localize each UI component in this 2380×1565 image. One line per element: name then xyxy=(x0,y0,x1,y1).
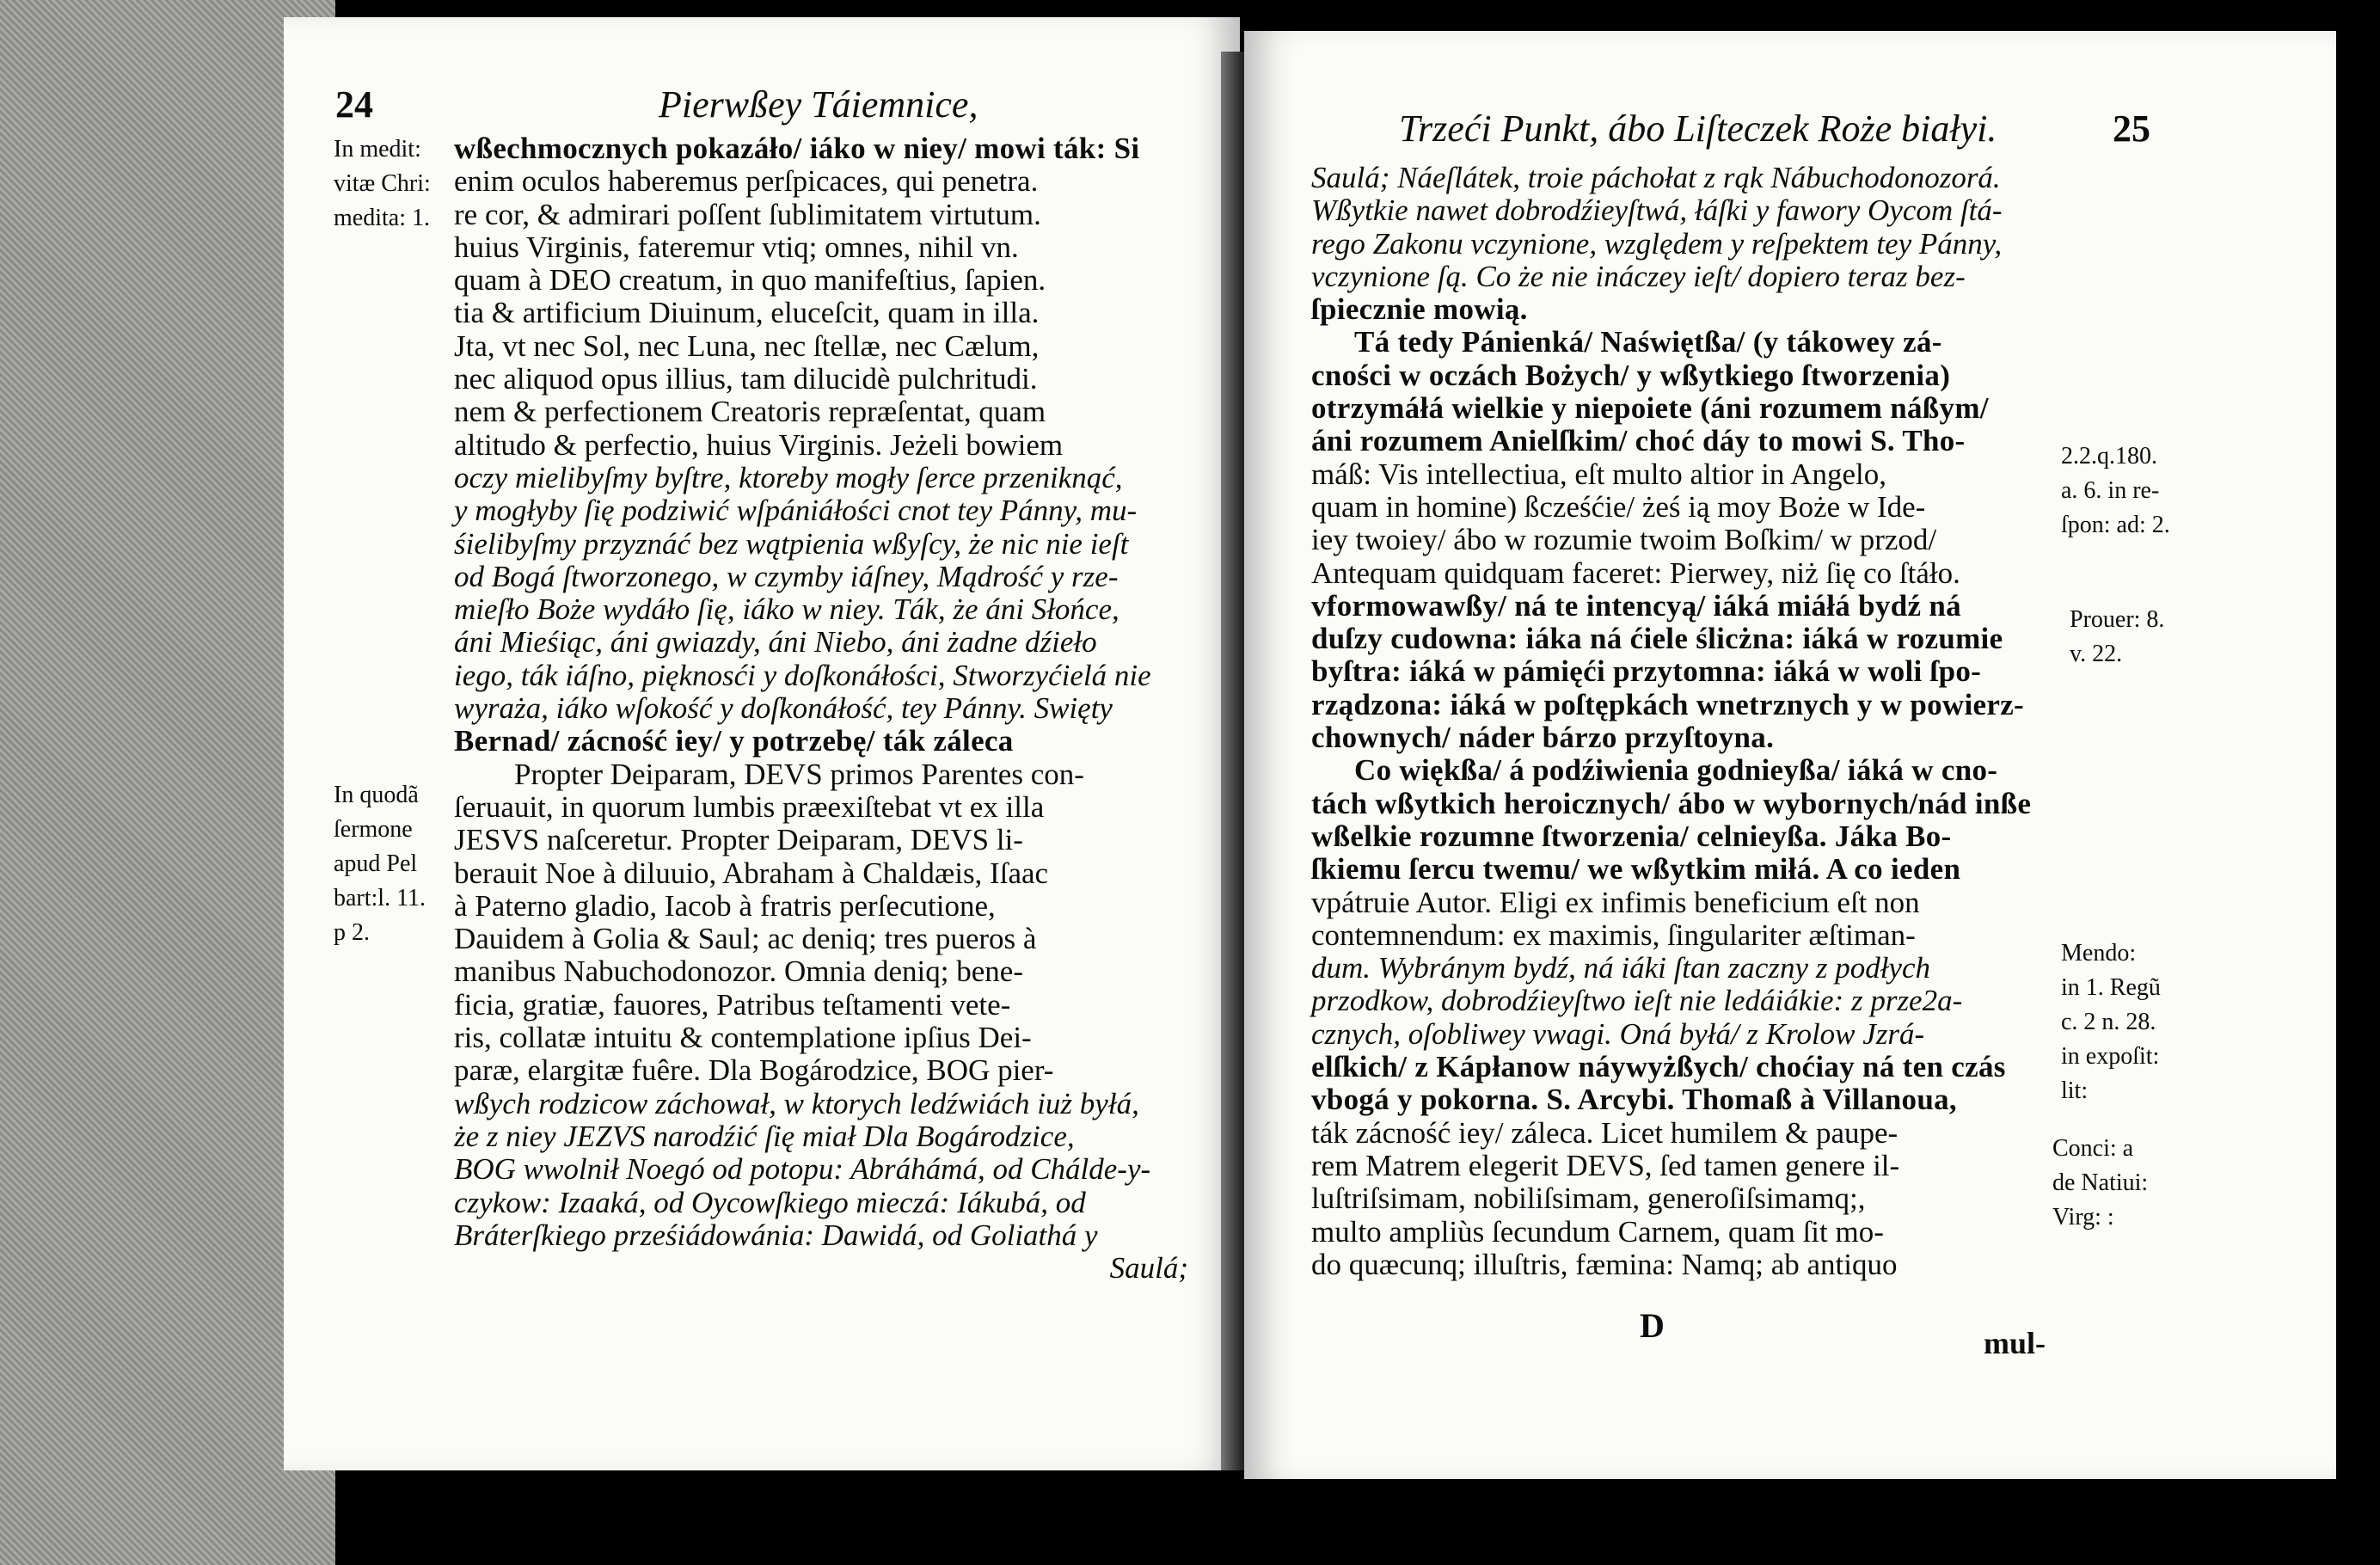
text-line: ficia, gratiæ, fauores, Patribus teſtamenti vete- xyxy=(454,987,1011,1022)
right-body-text xyxy=(1311,162,2042,1281)
left-body-text xyxy=(454,132,1214,1285)
text-line: iego, ták iáſno, pięknosći y doſkonáłości, Stworzyćielá nie xyxy=(454,658,1151,692)
page-number-right: 25 xyxy=(2113,107,2150,150)
text-line: Tá tedy Pánienká/ Naświętßa/ (y tákowey zá- xyxy=(1354,325,1942,359)
text-line: enim oculos haberemus perſpicaces, qui penetra. xyxy=(454,164,1039,199)
text-line: wßych rodzicow záchował, w ktorych ledźwiách iuż byłá, xyxy=(454,1086,1139,1120)
text-line: ſpiecznie mowią. xyxy=(1311,292,1528,327)
text-line: Wßytkie nawet dobrodźieyſtwá, łáſki y fawory Oycom ſtá- xyxy=(1311,193,2003,228)
text-line: luſtriſsimam, nobiliſsimam, generoſiſsimamq;, xyxy=(1311,1181,1866,1216)
text-line: mieſło Boże wydáło ſię, iáko w niey. Ták, że áni Słońce, xyxy=(454,592,1119,627)
text-line: nem & perfectionem Creatoris repræſentat, quam xyxy=(454,395,1046,429)
margin-note: In quodã ſermone apud Pel bart:l. 11. p 2. xyxy=(334,782,426,946)
text-line: przodkow, dobrodźieyſtwo ieſt nie ledáiákie: z prze2a- xyxy=(1311,984,1963,1018)
text-line: rego Zakonu vczynione, względem y reſpektem tey Pánny, xyxy=(1311,226,2003,261)
text-line: BOG wwolnił Noegó od potopu: Abráhámá, od Chálde-y- xyxy=(454,1152,1151,1187)
text-line: máß: Vis intellectiua, eſt multo altior in Angelo, xyxy=(1311,457,1886,491)
text-line: iey twoiey/ ábo w rozumie twoim Boſkim/ w przod/ xyxy=(1311,523,1937,557)
text-line: że z niey JEZVS narodźić ſię miał Dla Bogárodzice, xyxy=(454,1119,1075,1153)
text-line: elſkich/ z Kápłanow náywyżßych/ choćiay ná ten czás xyxy=(1311,1050,2006,1084)
text-line: czykow: Izaaká, od Oycowſkiego mieczá: Iákubá, od xyxy=(454,1185,1086,1219)
right-page xyxy=(1244,31,2336,1479)
text-line: Saulá; xyxy=(1109,1251,1188,1286)
text-line: Bráterſkiego prześiádowánia: Dawidá, od Goliathá y xyxy=(454,1218,1098,1252)
text-line: wßelkie rozumne ſtworzenia/ celnieyßa. Jáka Bo- xyxy=(1311,819,1952,853)
text-line: áni rozumem Anielſkim/ choć dáy to mowi S. Tho- xyxy=(1311,424,1966,458)
text-line: wyraża, iáko wſokość y doſkonáłość, tey Pánny. Swięty xyxy=(454,691,1113,726)
text-line: ris, collatæ intuitu & contemplatione ipſius Dei- xyxy=(454,1021,1032,1055)
margin-note: Prouer: 8. v. 22. xyxy=(2070,606,2165,667)
text-line: rządzona: iáká w poſtępkách wnetrznych y w powierz- xyxy=(1311,687,2024,721)
text-line: y mogłyby ſię podziwić wſpániáłości cnot tey Pánny, mu- xyxy=(454,494,1138,528)
text-line: wßechmocznych pokazáło/ iáko w niey/ mowi ták: Si xyxy=(454,132,1140,165)
text-line: manibus Nabuchodonozor. Omnia deniq; bene- xyxy=(454,954,1023,989)
text-line: ſeruauit, in quorum lumbis præexiſtebat vt ex illa xyxy=(454,789,1045,824)
text-line: śielibyſmy przyznáć bez wątpienia wßyſcy, że nic nie ieſt xyxy=(454,526,1129,561)
text-line: paræ, elargitæ fuêre. Dla Bogárodzice, BOG pier- xyxy=(454,1053,1054,1088)
text-line: cności w oczách Bożych/ y wßytkiego ſtworzenia) xyxy=(1311,358,1951,392)
text-line: Co więkßa/ á podźiwienia godnieyßa/ iáká w cno- xyxy=(1354,753,1998,788)
left-page xyxy=(284,17,1240,1470)
text-line: oczy mielibyſmy byſtre, ktoreby mogły ſerce przeniknąć, xyxy=(454,460,1123,494)
text-line: contemnendum: ex maximis, ſingulariter æſtiman- xyxy=(1311,918,1916,952)
text-line: dum. Wybránym bydź, ná iáki ſtan zaczny z podłych xyxy=(1311,951,1930,985)
text-line: huius Virginis, fateremur vtiq; omnes, nihil vn. xyxy=(454,230,1019,264)
text-line: duſzy cudowna: iáka ná ćiele ślicżna: iáká w rozumie xyxy=(1311,622,2003,656)
running-head-right: Trzeći Punkt, ábo Liſteczek Roże białyi. xyxy=(1399,107,1997,150)
text-line: áni Mieśiąc, áni gwiazdy, áni Niebo, áni żadne dźieło xyxy=(454,625,1097,660)
text-line: nec aliquod opus illius, tam dilucidè pulchritudi. xyxy=(454,362,1038,396)
text-line: rem Matrem elegerit DEVS, ſed tamen genere il- xyxy=(1311,1148,1900,1182)
text-line: berauit Noe à diluuio, Abraham à Chaldæis, Iſaac xyxy=(454,856,1049,890)
text-line: altitudo & perfectio, huius Virginis. Jeżeli bowiem xyxy=(454,427,1064,462)
text-line: JESVS naſceretur. Propter Deiparam, DEVS li- xyxy=(454,823,1023,857)
text-line: Saulá; Náeſlátek, troie páchołat z rąk Nábuchodonozorá. xyxy=(1311,161,2001,194)
text-line: otrzymáłá wielkie y niepoiete (áni rozumem náßym/ xyxy=(1311,391,1989,426)
margin-note: Conci: a de Natiui: Virg: : xyxy=(2052,1135,2149,1231)
text-line: Bernad/ zácność iey/ y potrzebę/ ták záleca xyxy=(454,724,1014,758)
text-line: re cor, & admirari poſſent ſublimitatem virtutum. xyxy=(454,197,1041,231)
text-line: multo ampliùs ſecundum Carnem, quam ſit mo- xyxy=(1311,1214,1884,1249)
text-line: vczynione ſą. Co że nie ináczey ieſt/ dopiero teraz bez- xyxy=(1311,259,1966,293)
text-line: à Paterno gladio, Iacob à fratris perſecutione, xyxy=(454,888,996,923)
text-line: quam in homine) ßcześćie/ żeś ią moy Boże w Ide- xyxy=(1311,489,1926,524)
text-line: tách wßytkich heroicznych/ ábo w wybornych/nád inße xyxy=(1311,786,2032,820)
signature-mark: D xyxy=(1640,1306,1665,1345)
text-line: tia & artificium Diuinum, eluceſcit, quam in illa. xyxy=(454,296,1040,330)
text-line: ſkiemu ſercu twemu/ we wßytkim miłá. A co ieden xyxy=(1311,852,1961,887)
text-line: quam à DEO creatum, in quo manifeſtius, ſapien. xyxy=(454,263,1046,298)
page-number-left: 24 xyxy=(335,83,373,126)
text-line: chownych/ náder bárzo przyſtoyna. xyxy=(1311,721,1775,755)
text-line: ták zácność iey/ záleca. Licet humilem & paupe- xyxy=(1311,1115,1898,1150)
catchword: mul- xyxy=(1984,1326,2046,1360)
running-head-left: Pierwßey Táiemnice, xyxy=(659,83,978,126)
text-line: Propter Deiparam, DEVS primos Parentes con- xyxy=(514,757,1084,791)
text-line: do quæcunq; illuſtris, fæmina: Namq; ab antiquo xyxy=(1311,1247,1898,1281)
margin-note: Mendo: in 1. Regũ c. 2 n. 28. in expoſit: lit: xyxy=(2061,940,2161,1104)
text-line: vbogá y pokorna. S. Arcybi. Thomaß à Villanoua, xyxy=(1311,1083,1957,1117)
margin-note: 2.2.q.180. a. 6. in re- ſpon: ad: 2. xyxy=(2061,443,2170,538)
text-line: byſtra: iáká w pámięći przytomna: iáká w woli ſpo- xyxy=(1311,654,1982,689)
margin-note: In medit: vitæ Chri: medita: 1. xyxy=(334,136,431,231)
text-line: cznych, oſobliwey vwagi. Oná byłá/ z Krolow Jzrá- xyxy=(1311,1016,1925,1051)
text-line: vpátruie Autor. Eligi ex infimis beneficium eſt non xyxy=(1311,885,1920,919)
text-line: Dauidem à Golia & Saul; ac deniq; tres pueros à xyxy=(454,922,1037,956)
text-line: vformowawßy/ ná te intencyą/ iáká miáłá bydź ná xyxy=(1311,588,1961,623)
text-line: od Bogá ſtworzonego, w czymby iáſney, Mądrość y rze- xyxy=(454,559,1119,593)
text-line: Jta, vt nec Sol, nec Luna, nec ſtellæ, nec Cælum, xyxy=(454,328,1040,363)
text-line: Antequam quidquam faceret: Pierwey, niż ſię co ſtáło. xyxy=(1311,555,1960,590)
